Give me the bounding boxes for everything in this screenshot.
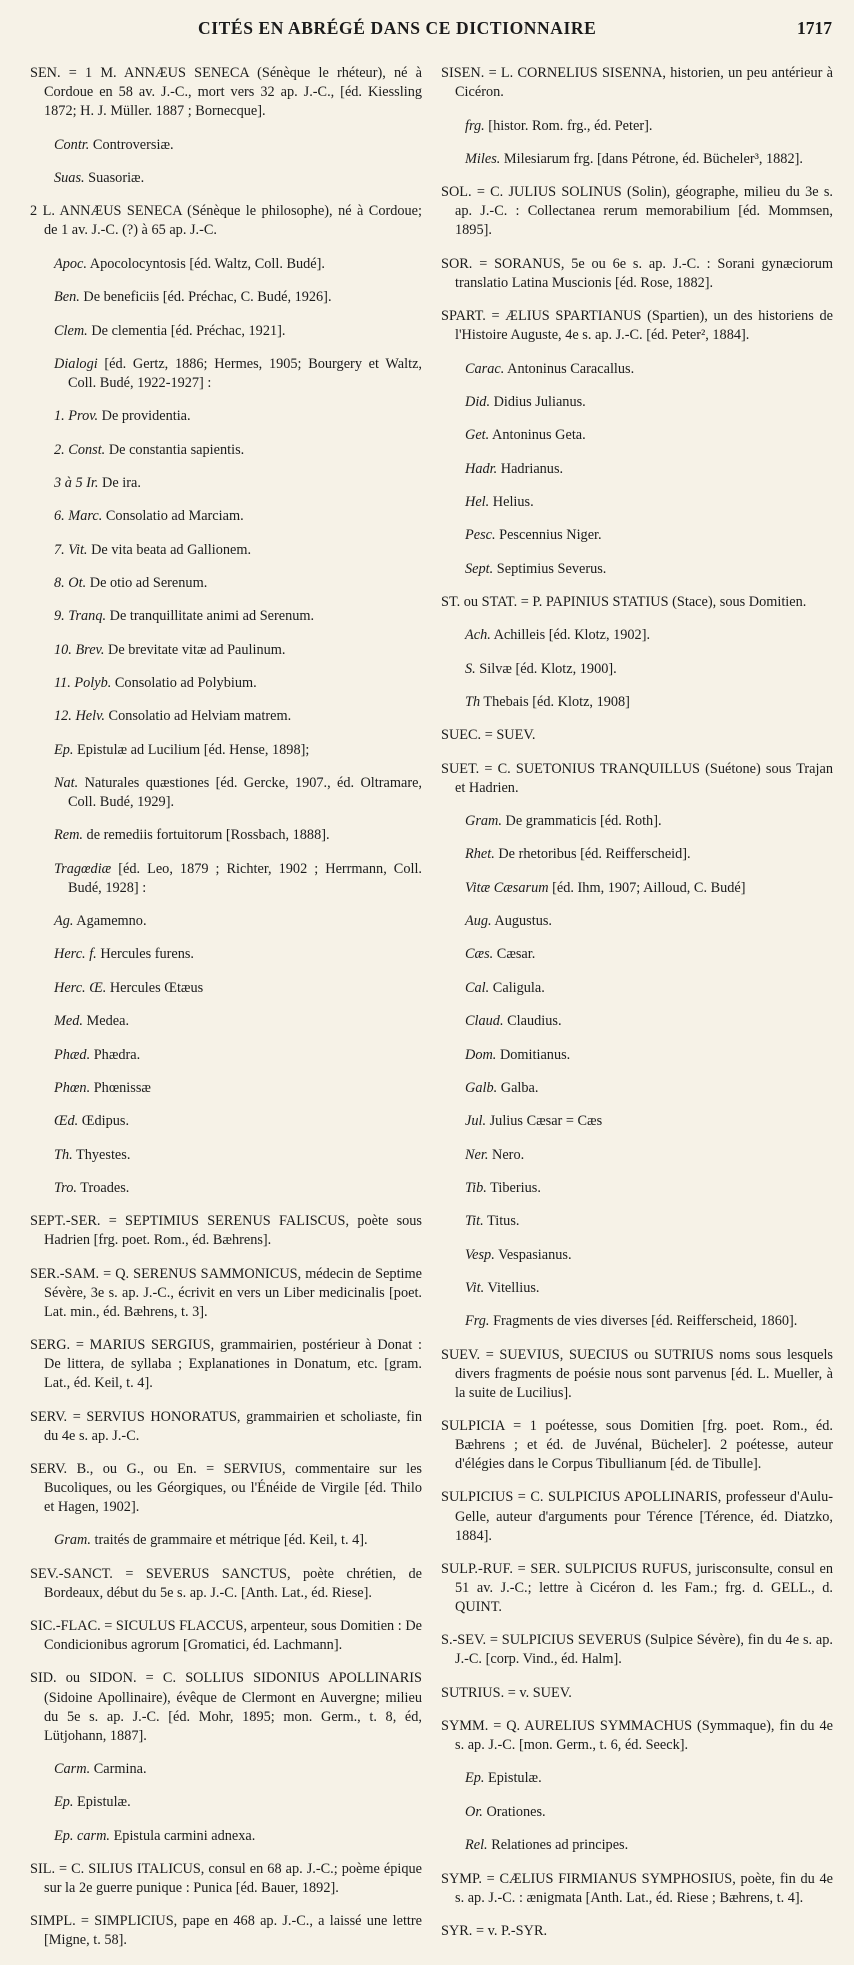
abbreviation: Vesp.	[465, 1246, 495, 1263]
abbreviation: Herc. f.	[54, 946, 97, 963]
work-abbreviation	[30, 322, 422, 341]
abbreviation: Cæs.	[465, 946, 494, 963]
abbreviation: Vit.	[465, 1279, 485, 1296]
work-title: Nero.	[488, 1146, 525, 1163]
numbered-work	[30, 1012, 422, 1031]
entry-text: SERG. = MARIUS SERGIUS, grammairien, postérieur à Donat : De littera, de syllaba ; Explanationes in Donatum, etc. [gram. Lat., éd. Keil, t. 4].	[30, 1337, 422, 1392]
abbreviation: Galb.	[465, 1079, 498, 1096]
work-title: Septimius Severus.	[493, 560, 607, 577]
work-abbreviation	[441, 812, 833, 831]
work-title: De beneficiis [éd. Préchac, C. Budé, 1926].	[79, 289, 332, 306]
entry-heading	[441, 255, 833, 293]
work-abbreviation	[441, 845, 833, 864]
work-abbreviation	[441, 1046, 833, 1065]
work-title: De vita beata ad Gallionem.	[87, 541, 252, 558]
abbreviation: Herc. Œ.	[54, 979, 107, 996]
abbreviation: Ner.	[465, 1146, 489, 1163]
entry-heading	[441, 1684, 833, 1703]
entry-text: SER.-SAM. = Q. SERENUS SAMMONICUS, médecin de Septime Sévère, 3e s. ap. J.-C., écrivit en vers un Liber medicinalis [poet. Lat. min., éd. Bæhrens, t. 3].	[30, 1265, 422, 1320]
numbered-work	[30, 607, 422, 626]
abbreviation: 1. Prov.	[54, 408, 99, 425]
entry-heading	[30, 1860, 422, 1898]
abbreviation: Aug.	[465, 913, 492, 930]
work-title: Carmina.	[90, 1760, 147, 1777]
abbreviation: frg.	[465, 117, 485, 134]
work-title: Agamemno.	[73, 913, 147, 930]
work-abbreviation	[441, 1246, 833, 1265]
entry-heading	[441, 307, 833, 345]
work-abbreviation	[30, 1531, 422, 1550]
entry-text: SID. ou SIDON. = C. SOLLIUS SIDONIUS APOLLINARIS (Sidoine Apollinaire), évêque de Clermont en Auvergne; milieu du 5e s. ap. J.-C. [éd. Mohr, 1895; mon. Germ., t. 8, éd, Lütjohann, 1887].	[30, 1670, 422, 1744]
entry-text: SOL. = C. JULIUS SOLINUS (Solin), géographe, milieu du 3e s. ap. J.-C. : Collectanea rerum memorabilium [éd. Mommsen, 1895].	[441, 184, 833, 239]
work-title: Claudius.	[503, 1013, 562, 1030]
work-abbreviation	[441, 526, 833, 545]
work-abbreviation	[441, 1836, 833, 1855]
work-title: De brevitate vitæ ad Paulinum.	[104, 641, 286, 658]
abbreviation: 10. Brev.	[54, 641, 105, 658]
entry-heading	[30, 64, 422, 121]
numbered-work	[30, 1179, 422, 1198]
work-abbreviation	[441, 1146, 833, 1165]
work-title: Hadrianus.	[497, 460, 564, 477]
work-title: Vitellius.	[484, 1279, 540, 1296]
numbered-work	[30, 674, 422, 693]
work-title: Silvæ [éd. Klotz, 1900].	[475, 660, 617, 677]
entry-text: SYR. = v. P.-SYR.	[441, 1922, 548, 1939]
abbreviation: 3 à 5 Ir.	[54, 474, 99, 491]
numbered-work	[30, 641, 422, 660]
abbreviation: Phœn.	[54, 1079, 91, 1096]
abbreviation: Hel.	[465, 493, 490, 510]
numbered-work	[30, 707, 422, 726]
work-abbreviation	[30, 1827, 422, 1846]
work-abbreviation	[441, 1212, 833, 1231]
abbreviation: 8. Ot.	[54, 574, 87, 591]
abbreviation: Rel.	[465, 1837, 488, 1854]
numbered-work	[30, 1146, 422, 1165]
work-title: Œdipus.	[78, 1113, 130, 1130]
running-title: CITÉS EN ABRÉGÉ DANS CE DICTIONNAIRE	[198, 18, 597, 38]
abbreviation: 6. Marc.	[54, 508, 103, 525]
work-title: Antoninus Caracallus.	[504, 360, 635, 377]
abbreviation: Ag.	[54, 913, 74, 930]
work-abbreviation	[441, 360, 833, 379]
work-title: traités de grammaire et métrique [éd. Keil, t. 4].	[90, 1532, 368, 1549]
abbreviation: Carm.	[54, 1760, 91, 1777]
work-abbreviation	[441, 426, 833, 445]
entry-text: SERV. B., ou G., ou En. = SERVIUS, commentaire sur les Bucoliques, ou les Géorgiques, ou l'Énéide de Virgile [éd. Thilo et Hagen, 1902].	[30, 1460, 422, 1515]
numbered-work	[30, 574, 422, 593]
entry-text: SUET. = C. SUETONIUS TRANQUILLUS (Suétone) sous Trajan et Hadrien.	[441, 760, 833, 796]
work-abbreviation	[30, 288, 422, 307]
work-title: Thebais [éd. Klotz, 1908]	[480, 694, 630, 711]
work-abbreviation	[441, 1803, 833, 1822]
work-title: Galba.	[497, 1079, 539, 1096]
abbreviation: Th.	[54, 1146, 73, 1163]
work-abbreviation	[441, 150, 833, 169]
work-abbreviation	[30, 255, 422, 274]
work-title: Epistula carmini adnexa.	[110, 1827, 256, 1844]
work-abbreviation	[441, 1079, 833, 1098]
work-abbreviation	[441, 912, 833, 931]
work-title: Tiberius.	[486, 1179, 541, 1196]
abbreviation: 11. Polyb.	[54, 674, 112, 691]
work-title: Controversiæ.	[89, 136, 174, 153]
abbreviation: Œd.	[54, 1113, 79, 1130]
abbreviation: Claud.	[465, 1013, 504, 1030]
work-title: Helius.	[489, 493, 534, 510]
numbered-work	[30, 945, 422, 964]
work-abbreviation	[441, 1769, 833, 1788]
abbreviation: Dom.	[465, 1046, 497, 1063]
numbered-work	[30, 1046, 422, 1065]
work-abbreviation	[441, 945, 833, 964]
abbreviation: Suas.	[54, 170, 85, 187]
entry-heading	[30, 1669, 422, 1745]
entry-heading	[441, 1717, 833, 1755]
entry-text: SOR. = SORANUS, 5e ou 6e s. ap. J.-C. : Sorani gynæciorum translatio Latina Muscionis [éd. Rose, 1882].	[441, 255, 833, 291]
work-abbreviation	[441, 879, 833, 898]
work-title: [éd. Ihm, 1907; Ailloud, C. Budé]	[548, 879, 746, 896]
entry-text: SERV. = SERVIUS HONORATUS, grammairien et scholiaste, fin du 4e s. ap. J.-C.	[30, 1408, 422, 1444]
abbreviation: Rem.	[54, 827, 83, 844]
entry-heading	[30, 1617, 422, 1655]
abbreviation: Carac.	[465, 360, 505, 377]
work-title: De tranquillitate animi ad Serenum.	[106, 608, 315, 625]
abbreviation: Ep.	[54, 741, 74, 758]
work-abbreviation	[30, 826, 422, 845]
work-abbreviation	[441, 460, 833, 479]
abbreviation: Med.	[54, 1013, 83, 1030]
entry-heading	[441, 64, 833, 102]
work-title: Augustus.	[491, 913, 552, 930]
work-abbreviation	[441, 693, 833, 712]
entry-text: SEPT.-SER. = SEPTIMIUS SERENUS FALISCUS, poète sous Hadrien [frg. poet. Rom., éd. Bæhrens].	[30, 1213, 422, 1249]
abbreviation: Ep.	[54, 1794, 74, 1811]
entry-heading	[30, 1565, 422, 1603]
work-abbreviation	[441, 117, 833, 136]
entry-text: S.-SEV. = SULPICIUS SEVERUS (Sulpice Sévère), fin du 4e s. ap. J.-C. [corp. Vind., éd. Halm].	[441, 1632, 833, 1668]
page-number: 1717	[797, 18, 832, 38]
numbered-work	[30, 1112, 422, 1131]
entry-text: SPART. = ÆLIUS SPARTIANUS (Spartien), un des historiens de l'Histoire Auguste, 4e s. ap. J.-C. [éd. Peter², 1884].	[441, 308, 833, 344]
abbreviation: Contr.	[54, 136, 90, 153]
work-abbreviation	[30, 169, 422, 188]
left-column	[30, 50, 422, 1965]
entry-heading	[441, 760, 833, 798]
entry-text: SUTRIUS. = v. SUEV.	[441, 1684, 572, 1701]
entry-text: SIC.-FLAC. = SICULUS FLACCUS, arpenteur, sous Domitien : De Condicionibus agrorum [Gromatici, éd. Lachmann].	[30, 1618, 422, 1654]
entry-text: SULPICIA = 1 poétesse, sous Domitien [frg. poet. Rom., éd. Bæhrens ; et éd. de Juvénal, Bücheler]. 2 poétesse, auteur d'élégies dans le Corpus Tibullianum [éd. de Tibulle].	[441, 1418, 833, 1473]
abbreviation: Th	[465, 694, 481, 711]
entry-text: SEV.-SANCT. = SEVERUS SANCTUS, poète chrétien, de Bordeaux, début du 5e s. ap. J.-C. [Anth. Lat., éd. Riese].	[30, 1565, 422, 1601]
entry-text: SYMP. = CÆLIUS FIRMIANUS SYMPHOSIUS, poète, fin du 4e s. ap. J.-C. : ænigmata [Anth. Lat., éd. Riese ; Bæhrens, t. 4].	[441, 1870, 833, 1906]
work-abbreviation	[441, 626, 833, 645]
work-title: Apocolocyntosis [éd. Waltz, Coll. Budé].	[86, 255, 325, 272]
work-abbreviation	[441, 560, 833, 579]
work-title: de remediis fortuitorum [Rossbach, 1888].	[82, 827, 330, 844]
work-title: Epistulæ.	[73, 1794, 131, 1811]
work-abbreviation	[30, 774, 422, 812]
work-title: De rhetoribus [éd. Reifferscheid].	[494, 846, 691, 863]
work-abbreviation	[441, 493, 833, 512]
work-abbreviation	[30, 741, 422, 760]
work-title: De constantia sapientis.	[105, 441, 245, 458]
work-title: Domitianus.	[496, 1046, 571, 1063]
work-title: Relationes ad principes.	[487, 1837, 629, 1854]
work-title: Pescennius Niger.	[495, 527, 602, 544]
work-title: Hercules Œtæus	[106, 979, 204, 996]
work-abbreviation	[441, 1312, 833, 1331]
abbreviation: Pesc.	[465, 527, 496, 544]
entry-heading	[441, 1560, 833, 1617]
entry-heading	[441, 1870, 833, 1908]
entry-heading	[441, 183, 833, 240]
work-title: Suasoriæ.	[84, 170, 145, 187]
work-title: Naturales quæstiones [éd. Gercke, 1907., éd. Oltramare, Coll. Budé, 1929].	[68, 775, 422, 811]
entry-heading	[441, 726, 833, 745]
abbreviation: Tib.	[465, 1179, 487, 1196]
numbered-work	[30, 507, 422, 526]
abbreviation: Ep. carm.	[54, 1827, 110, 1844]
abbreviation: Cal.	[465, 979, 490, 996]
work-abbreviation	[441, 1179, 833, 1198]
abbreviation: Rhet.	[465, 846, 495, 863]
abbreviation: Ep.	[465, 1770, 485, 1787]
work-title: De clementia [éd. Préchac, 1921].	[87, 322, 286, 339]
work-title: Epistulæ.	[484, 1770, 542, 1787]
work-title: Antoninus Geta.	[489, 427, 586, 444]
abbreviation: Hadr.	[465, 460, 498, 477]
abbreviation: Gram.	[465, 813, 502, 830]
numbered-work	[30, 541, 422, 560]
entry-text: SIMPL. = SIMPLICIUS, pape en 468 ap. J.-C., a laissé une lettre [Migne, t. 58].	[30, 1913, 422, 1949]
work-title: Consolatio ad Polybium.	[111, 674, 257, 691]
numbered-work	[30, 474, 422, 493]
abbreviation: Or.	[465, 1803, 483, 1820]
abbreviation: Gram.	[54, 1532, 91, 1549]
abbreviation: 12. Helv.	[54, 708, 105, 725]
entry-heading	[30, 1460, 422, 1517]
work-title: Vespasianus.	[494, 1246, 572, 1263]
numbered-work	[30, 441, 422, 460]
work-title: De ira.	[98, 474, 141, 491]
abbreviation: Tit.	[465, 1213, 484, 1230]
entry-text: SIL. = C. SILIUS ITALICUS, consul en 68 ap. J.-C.; poème épique sur la 2e guerre punique : Punica [éd. Bauer, 1892].	[30, 1860, 422, 1897]
abbreviation: 9. Tranq.	[54, 608, 107, 625]
work-abbreviation	[441, 1112, 833, 1131]
work-title: Fragments de vies diverses [éd. Reifferscheid, 1860].	[489, 1313, 798, 1330]
work-abbreviation	[30, 860, 422, 898]
numbered-work	[30, 407, 422, 426]
work-title: Julius Cæsar = Cæs	[486, 1113, 603, 1130]
abbreviation: S.	[465, 660, 476, 677]
work-title: Consolatio ad Marciam.	[102, 508, 244, 525]
entry-heading	[30, 1912, 422, 1950]
numbered-work	[30, 979, 422, 998]
abbreviation: Ach.	[465, 627, 491, 644]
abbreviation: Sept.	[465, 560, 494, 577]
abbreviation: Get.	[465, 427, 490, 444]
work-title: Thyestes.	[72, 1146, 131, 1163]
abbreviation: Phæd.	[54, 1046, 91, 1063]
numbered-work	[30, 912, 422, 931]
work-title: Consolatio ad Helviam matrem.	[104, 708, 292, 725]
work-title: De grammaticis [éd. Roth].	[501, 813, 662, 830]
work-title: Orationes.	[482, 1803, 546, 1820]
abbreviation: Vitæ Cæsarum	[465, 879, 549, 896]
work-title: Medea.	[82, 1013, 130, 1030]
entry-heading	[30, 1265, 422, 1322]
work-title: Didius Julianus.	[490, 393, 586, 410]
work-abbreviation	[30, 1760, 422, 1779]
work-abbreviation	[441, 1279, 833, 1298]
entry-heading	[441, 1417, 833, 1474]
entry-text: SUEV. = SUEVIUS, SUECIUS ou SUTRIUS noms sous lesquels divers fragments de poésie nous sont parvenus [éd. L. Mueller, à la suite de Lucilius].	[441, 1346, 833, 1401]
entry-heading	[441, 1922, 833, 1941]
numbered-work	[30, 1079, 422, 1098]
abbreviation: Nat.	[54, 775, 79, 792]
entry-text: SUEC. = SUEV.	[441, 727, 536, 744]
entry-heading	[441, 593, 833, 612]
entry-text: 2 L. ANNÆUS SENECA (Sénèque le philosophe), né à Cordoue; de 1 av. J.-C. (?) à 65 ap. J.-C.	[30, 203, 422, 239]
abbreviation: Jul.	[465, 1113, 487, 1130]
work-title: Caligula.	[489, 979, 545, 996]
entry-text: SEN. = 1 M. ANNÆUS SENECA (Sénèque le rhéteur), né à Cordoue en 58 av. J.-C., mort vers 32 ap. J.-C., [éd. Kiessling 1872; H. J. Müller. 1887 ; Bornecque].	[30, 65, 422, 120]
work-title: Phœnissæ	[90, 1079, 151, 1096]
abbreviation: 7. Vit.	[54, 541, 88, 558]
work-title: Hercules furens.	[96, 946, 195, 963]
work-title: [éd. Gertz, 1886; Hermes, 1905; Bourgery et Waltz, Coll. Budé, 1922-1927] :	[68, 355, 422, 391]
entry-text: SISEN. = L. CORNELIUS SISENNA, historien, un peu antérieur à Cicéron.	[441, 65, 833, 101]
work-abbreviation	[441, 393, 833, 412]
entry-heading	[441, 1346, 833, 1403]
work-title: Troades.	[76, 1179, 130, 1196]
page-header	[0, 16, 854, 42]
work-abbreviation	[30, 136, 422, 155]
entry-text: SULP.-RUF. = SER. SULPICIUS RUFUS, jurisconsulte, consul en 51 av. J.-C.; lettre à Cicéron d. les Fam.; frg. d. GELL., d. QUINT.	[441, 1560, 833, 1616]
work-title: Milesiarum frg. [dans Pétrone, éd. Bücheler³, 1882].	[500, 151, 803, 168]
work-abbreviation	[441, 979, 833, 998]
work-abbreviation	[30, 1793, 422, 1812]
work-title: Achilleis [éd. Klotz, 1902].	[490, 627, 651, 644]
entry-text: ST. ou STAT. = P. PAPINIUS STATIUS (Stace), sous Domitien.	[441, 594, 807, 610]
abbreviation: Apoc.	[54, 255, 87, 272]
entry-text: SULPICIUS = C. SULPICIUS APOLLINARIS, professeur d'Aulu-Gelle, auteur d'arguments pour Térence [Térence, éd. Diatzko, 1884].	[441, 1489, 833, 1544]
work-title: Epistulæ ad Lucilium [éd. Hense, 1898];	[73, 741, 310, 758]
abbreviation: Tro.	[54, 1179, 77, 1196]
entry-heading	[441, 1488, 833, 1545]
abbreviation: Miles.	[465, 151, 501, 168]
work-title: Cæsar.	[493, 946, 536, 963]
work-abbreviation	[30, 355, 422, 393]
abbreviation: Clem.	[54, 322, 88, 339]
abbreviation: Frg.	[465, 1313, 490, 1330]
abbreviation: Tragœdiæ	[54, 860, 112, 877]
entry-heading	[30, 1212, 422, 1250]
entry-heading	[441, 1631, 833, 1669]
entry-heading	[30, 202, 422, 240]
abbreviation: Ben.	[54, 289, 80, 306]
work-title: [histor. Rom. frg., éd. Peter].	[484, 117, 653, 134]
work-abbreviation	[441, 1012, 833, 1031]
entry-text: SYMM. = Q. AURELIUS SYMMACHUS (Symmaque), fin du 4e s. ap. J.-C. [mon. Germ., t. 6, éd. Seeck].	[441, 1718, 833, 1754]
work-title: Phædra.	[90, 1046, 141, 1063]
entry-heading	[30, 1336, 422, 1393]
work-title: De providentia.	[98, 408, 191, 425]
abbreviation: Did.	[465, 393, 491, 410]
abbreviation: 2. Const.	[54, 441, 106, 458]
right-column	[441, 50, 833, 1955]
abbreviation: Dialogi	[54, 355, 98, 372]
work-title: De otio ad Serenum.	[86, 574, 208, 591]
entry-heading	[30, 1408, 422, 1446]
work-title: [éd. Leo, 1879 ; Richter, 1902 ; Herrmann, Coll. Budé, 1928] :	[68, 860, 422, 896]
work-abbreviation	[441, 660, 833, 679]
work-title: Titus.	[483, 1213, 520, 1230]
